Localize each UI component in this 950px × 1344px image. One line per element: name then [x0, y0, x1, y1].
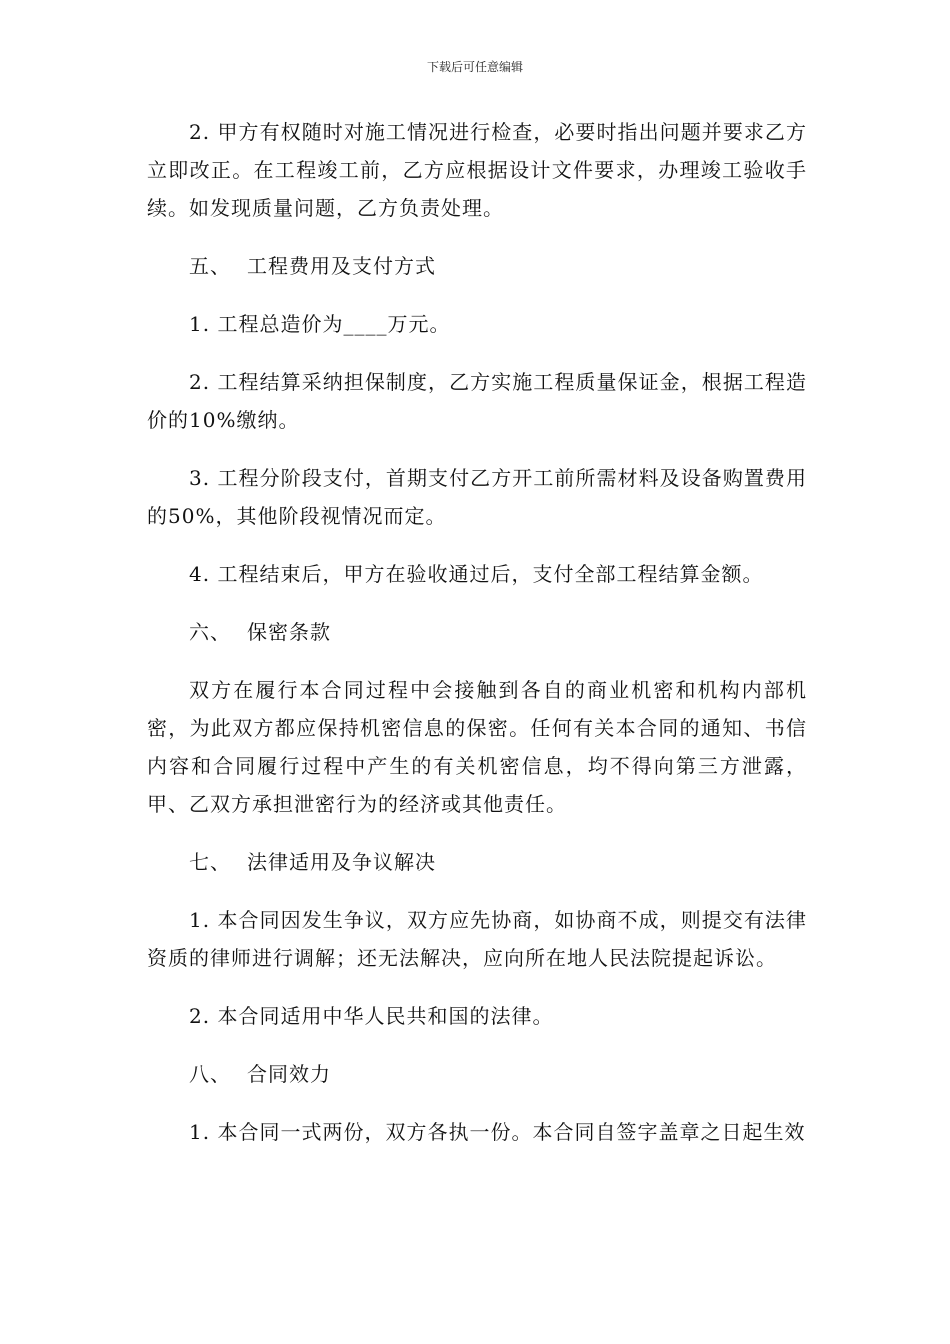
section-title: 法律适用及争议解决 [247, 850, 436, 874]
section-number: 五、 [189, 254, 231, 278]
section-heading-8 [147, 1055, 807, 1093]
clause-paragraph: 1. 工程总造价为____万元。 [189, 312, 451, 336]
clause-paragraph: 2. 本合同适用中华人民共和国的法律。 [189, 1004, 554, 1028]
section-heading-6 [147, 613, 807, 651]
page-header: 下载后可任意编辑 [426, 60, 523, 74]
section-heading-7 [147, 843, 807, 881]
section-title: 保密条款 [247, 620, 331, 644]
section-title: 合同效力 [247, 1062, 331, 1086]
clause-paragraph: 1. 本合同一式两份，双方各执一份。本合同自签字盖章之日起生效 [189, 1120, 806, 1144]
section-title: 工程费用及支付方式 [247, 254, 436, 278]
section-number: 七、 [189, 850, 231, 874]
clause-paragraph: 双方在履行本合同过程中会接触到各自的商业机密和机构内部机密，为此双方都应保持机密信息的保密。任何有关本合同的通知、书信内容和合同履行过程中产生的有关机密信息，均不得向第三方泄露，甲、乙双方承担泄密行为的经济或其他责任。 [147, 678, 807, 816]
clause-paragraph: 4. 工程结束后，甲方在验收通过后，支付全部工程结算金额。 [189, 562, 764, 586]
clause-paragraph: 3. 工程分阶段支付，首期支付乙方开工前所需材料及设备购置费用的50%，其他阶段视情况而定。 [147, 466, 807, 528]
clause-paragraph: 2. 工程结算采纳担保制度，乙方实施工程质量保证金，根据工程造价的10%缴纳。 [147, 370, 807, 432]
clause-paragraph: 2. 甲方有权随时对施工情况进行检查，必要时指出问题并要求乙方立即改正。在工程竣工前，乙方应根据设计文件要求，办理竣工验收手续。如发现质量问题，乙方负责处理。 [147, 120, 807, 220]
clause-paragraph: 1. 本合同因发生争议，双方应先协商，如协商不成，则提交有法律资质的律师进行调解；还无法解决，应向所在地人民法院提起诉讼。 [147, 908, 807, 970]
section-heading-5 [147, 247, 807, 285]
document-body [147, 113, 807, 1171]
section-number: 六、 [189, 620, 231, 644]
section-number: 八、 [189, 1062, 231, 1086]
